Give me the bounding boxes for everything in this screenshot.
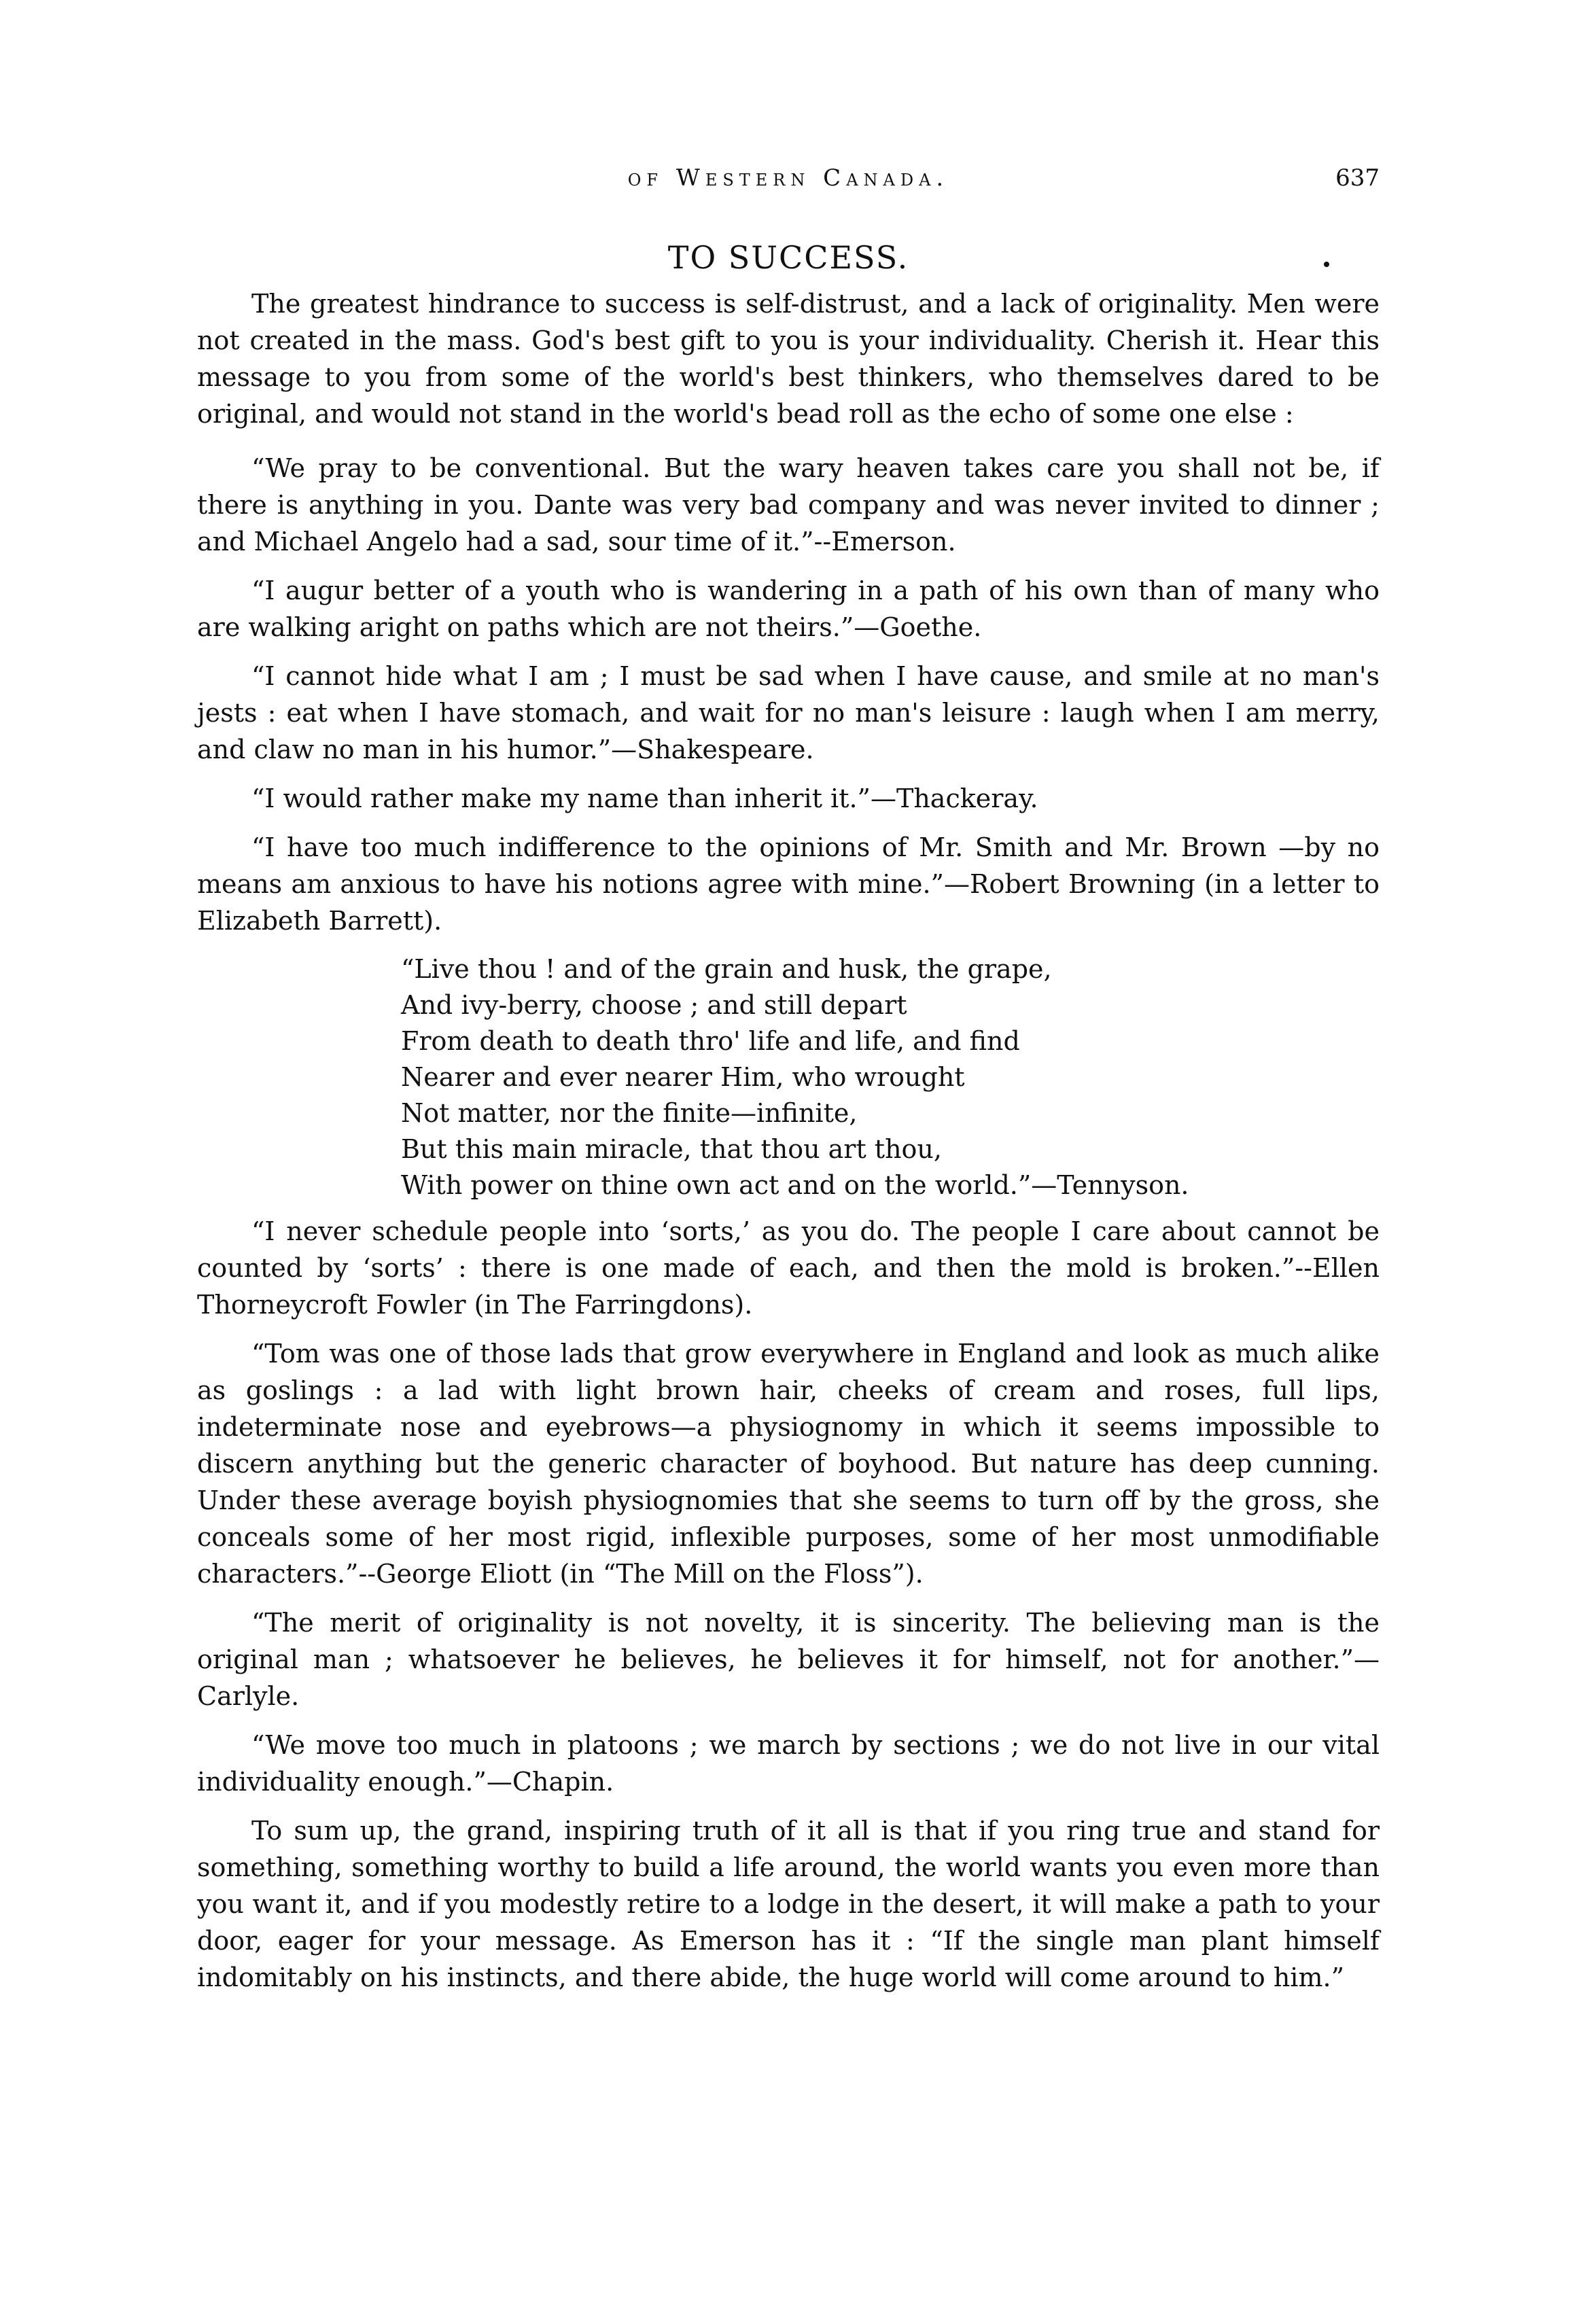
poem-line: Nearer and ever nearer Him, who wrought [401,1062,965,1092]
poem-line: And ivy-berry, choose ; and still depart [401,990,907,1020]
quote-emerson: “We pray to be conventional. But the wary heaven takes care you shall not be, if there is anything in you. Dante was very bad company and was never invited to dinner ; and Michael Angelo had a sad, sour time of it.”--Emerson. [197,453,1380,557]
poem-line: From death to death thro' life and life, and find [401,1026,1020,1056]
poem-tennyson [401,951,1380,1203]
ink-speck [1324,262,1329,267]
quote-goethe: “I augur better of a youth who is wandering in a path of his own than of many who are walking aright on paths which are not theirs.”—Goethe. [197,576,1380,642]
quote-thackeray: “I would rather make my name than inherit it.”—Thackeray. [251,784,1038,813]
quote-chapin: “We move too much in platoons ; we march by sections ; we do not live in our vital individuality enough.”—Chapin. [197,1730,1380,1797]
closing-paragraph: To sum up, the grand, inspiring truth of it all is that if you ring true and stand for something, something worthy to build a life around, the world wants you even more than you want it, and if you modestly retire to a lodge in the desert, it will make a path to your door, eager for your message. As Emerson has it : “If the single man plant himself indomitably on his instincts, and there abide, the huge world will come around to him.” [197,1816,1380,1992]
running-head-title: of Western Canada. [627,164,949,192]
quote-carlyle: “The merit of originality is not novelty, it is sincerity. The believing man is the original man ; whatsoever he believes, he believes it for himself, not for another.”—Carlyle. [197,1608,1380,1711]
quote-fowler: “I never schedule people into ‘sorts,’ as you do. The people I care about cannot be counted by ‘sorts’ : there is one made of each, and then the mold is broken.”--Ellen Thorneycroft Fowler (in The Farringdons). [197,1216,1380,1320]
poem-line: Not matter, nor the finite—infinite, [401,1098,858,1128]
poem-line: But this main miracle, that thou art thou, [401,1134,942,1164]
quote-eliot: “Tom was one of those lads that grow everywhere in England and look as much alike as goslings : a lad with light brown hair, cheeks of cream and roses, full lips, indeterminate nose and eyebrows—a physiognomy in which it seems impossible to discern anything but the generic character of boyhood. But nature has deep cunning. Under these average boyish physiognomies that she seems to turn off by the gross, she conceals some of her most rigid, inflexible purposes, some of her most unmodifiable characters.”--George Eliott (in “The Mill on the Floss”). [197,1339,1380,1589]
running-head [197,164,1380,205]
quote-browning: “I have too much indifference to the opinions of Mr. Smith and Mr. Brown —by no means am anxious to have his notions agree with mine.”—Robert Browning (in a letter to Elizabeth Barrett). [197,832,1380,936]
section-heading: TO SUCCESS. [667,239,909,276]
poem-line: With power on thine own act and on the world.”—Tennyson. [401,1170,1189,1200]
intro-paragraph: The greatest hindrance to success is self-distrust, and a lack of originality. Men were not created in the mass. God's best gift to you is your individuality. Cherish it. Hear this message to you from some of the world's best thinkers, who themselves dared to be original, and would not stand in the world's bead roll as the echo of some one else : [197,289,1380,429]
poem-line: “Live thou ! and of the grain and husk, the grape, [401,954,1052,984]
body-text [197,285,1380,2008]
page-number: 637 [1335,164,1380,192]
quote-shakespeare: “I cannot hide what I am ; I must be sad when I have cause, and smile at no man's jests : eat when I have stomach, and wait for no man's leisure : laugh when I am merry, and claw no man in his humor.”—Shakespeare. [197,661,1380,764]
